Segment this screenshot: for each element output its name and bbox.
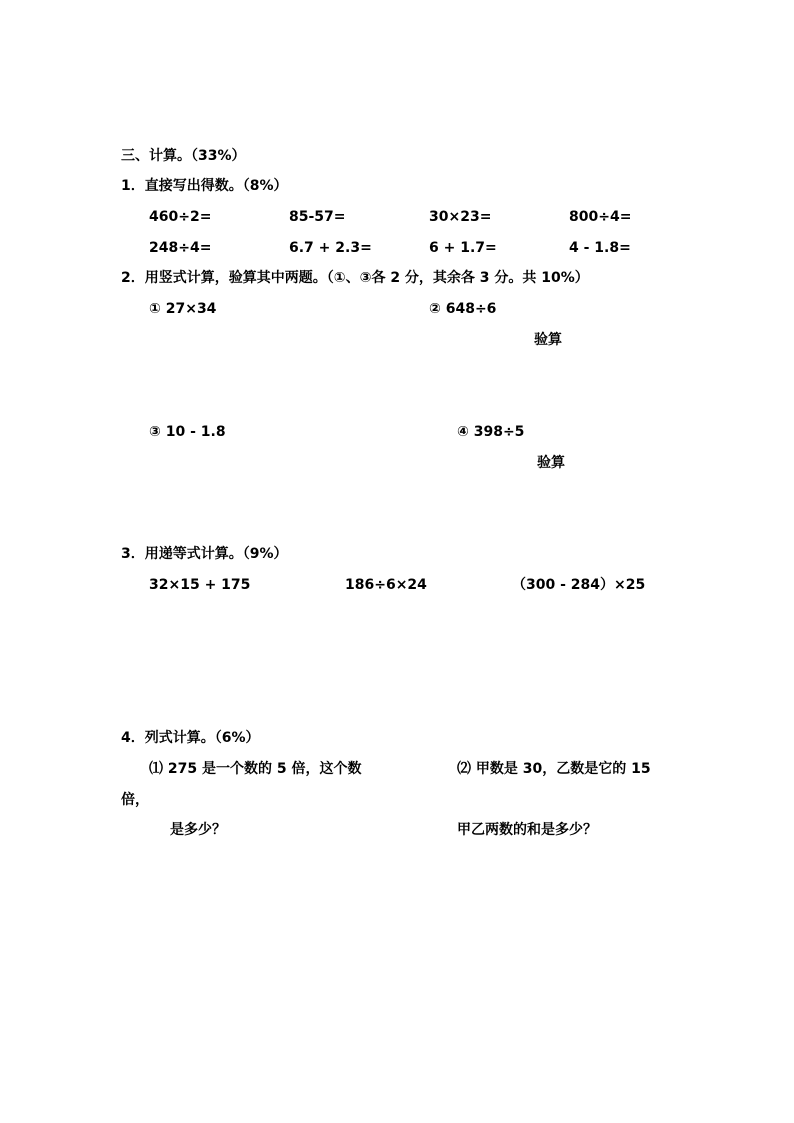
q1-item: 248÷4= [149, 240, 212, 256]
q2-item: ③ 10 - 1.8 [149, 424, 226, 440]
q1-item: 6 + 1.7= [429, 240, 497, 256]
q2-check-label: 验算 [534, 332, 562, 348]
q1-item: 85-57= [289, 209, 346, 225]
q3-item: 32×15 + 175 [149, 577, 251, 593]
q4-problem-1-line1: ⑴ 275 是一个数的 5 倍，这个数 [149, 761, 362, 777]
q2-item: ① 27×34 [149, 301, 217, 317]
q4-problem-2-line2: 甲乙两数的和是多少？ [457, 822, 597, 838]
q3-title: 3．用递等式计算。（9%） [121, 546, 288, 562]
q4-title: 4．列式计算。（6%） [121, 730, 260, 746]
q3-item: （300 - 284）×25 [512, 577, 646, 593]
q2-item: ④ 398÷5 [457, 424, 525, 440]
q1-item: 30×23= [429, 209, 492, 225]
q2-item: ② 648÷6 [429, 301, 497, 317]
q1-title: 1．直接写出得数。（8%） [121, 178, 288, 194]
q1-item: 800÷4= [569, 209, 632, 225]
q3-item: 186÷6×24 [345, 577, 427, 593]
section-title: 三、计算。（33%） [121, 148, 246, 164]
q2-check-label: 验算 [537, 455, 565, 471]
q4-problem-1-line2: 是多少？ [170, 822, 226, 838]
q1-item: 460÷2= [149, 209, 212, 225]
q1-item: 4 - 1.8= [569, 240, 631, 256]
q4-problem-2-line1: ⑵ 甲数是 30，乙数是它的 15 [457, 761, 651, 777]
q4-problem-2-wrap: 倍， [121, 792, 149, 808]
q1-item: 6.7 + 2.3= [289, 240, 372, 256]
q2-title: 2．用竖式计算，验算其中两题。（①、③各 2 分，其余各 3 分。共 10%） [121, 270, 589, 286]
